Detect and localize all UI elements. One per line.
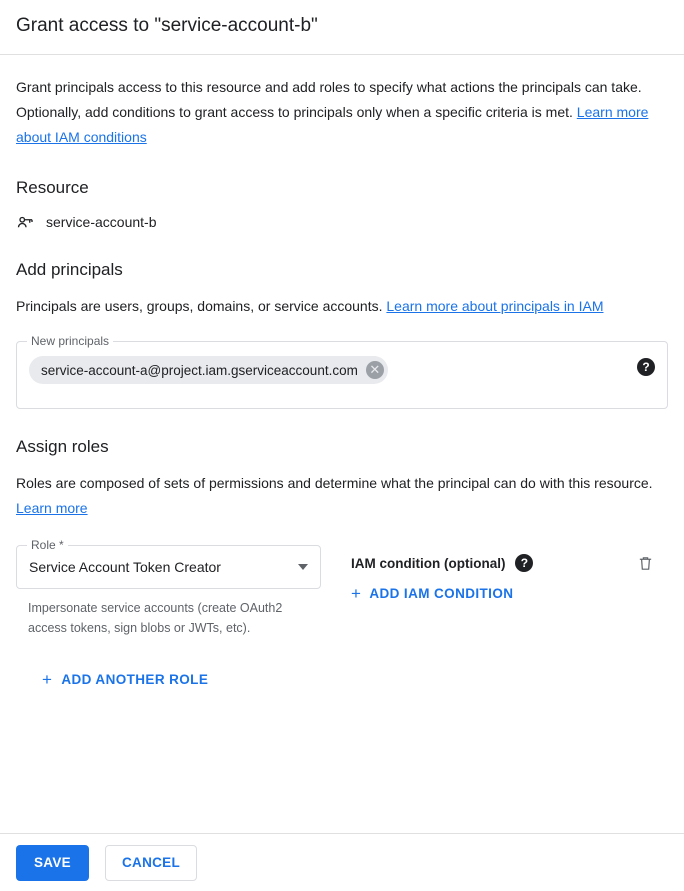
role-select-value: Service Account Token Creator [29,559,221,575]
intro-text [16,75,666,150]
service-account-icon [16,212,36,232]
add-another-role-label: ADD ANOTHER ROLE [61,672,209,687]
dialog-footer [0,833,684,891]
role-select[interactable] [16,538,321,589]
principals-description [16,294,666,319]
new-principals-label: New principals [27,334,113,348]
learn-more-iam-conditions-link[interactable]: Learn more about IAM conditions [16,104,649,145]
cancel-button[interactable]: CANCEL [105,845,197,881]
principal-chip-label: service-account-a@project.iam.gserviceaccount.com [41,362,358,378]
roles-description-body: Roles are composed of sets of permissions and determine what the principal can do with this resource. [16,475,653,491]
learn-more-roles-link[interactable]: Learn more [16,500,88,516]
iam-condition-header [351,554,601,572]
role-row [16,538,668,638]
learn-more-principals-link[interactable]: Learn more about principals in IAM [386,298,604,314]
dialog-header [0,0,684,55]
trash-icon[interactable] [637,555,654,572]
add-iam-condition-button[interactable] [351,583,601,603]
role-description-hint: Impersonate service accounts (create OAuth2 access tokens, sign blobs or JWTs, etc). [28,601,283,635]
new-principals-field[interactable] [16,334,668,409]
intro-text-body: Grant principals access to this resource and add roles to specify what actions the principals can take. Optionally, add conditions to grant access to principals only when a specific criteria is met. [16,79,642,120]
delete-role-column [637,545,668,577]
help-icon[interactable]: ? [515,554,533,572]
resource-name: service-account-b [46,214,157,230]
roles-description [16,471,666,521]
add-iam-condition-label: ADD IAM CONDITION [369,586,514,601]
plus-icon: + [42,669,53,689]
iam-condition-label: IAM condition (optional) [351,555,506,571]
dialog-body [0,55,684,687]
principals-description-body: Principals are users, groups, domains, or service accounts. [16,298,383,314]
resource-row [16,212,668,232]
iam-condition-column [351,545,601,601]
plus-icon: + [351,583,362,603]
page-title: Grant access to "service-account-b" [16,15,318,36]
chevron-down-icon[interactable] [298,564,308,570]
add-principals-title: Add principals [16,260,123,279]
add-another-role-button[interactable] [42,669,668,689]
role-select-label: Role * [27,538,68,552]
close-icon[interactable]: ✕ [366,361,384,379]
save-button[interactable]: SAVE [16,845,89,881]
resource-section-title: Resource [16,178,89,197]
role-column [16,538,321,638]
help-icon[interactable]: ? [637,358,655,376]
assign-roles-title: Assign roles [16,437,109,456]
principal-chip[interactable] [29,356,388,384]
